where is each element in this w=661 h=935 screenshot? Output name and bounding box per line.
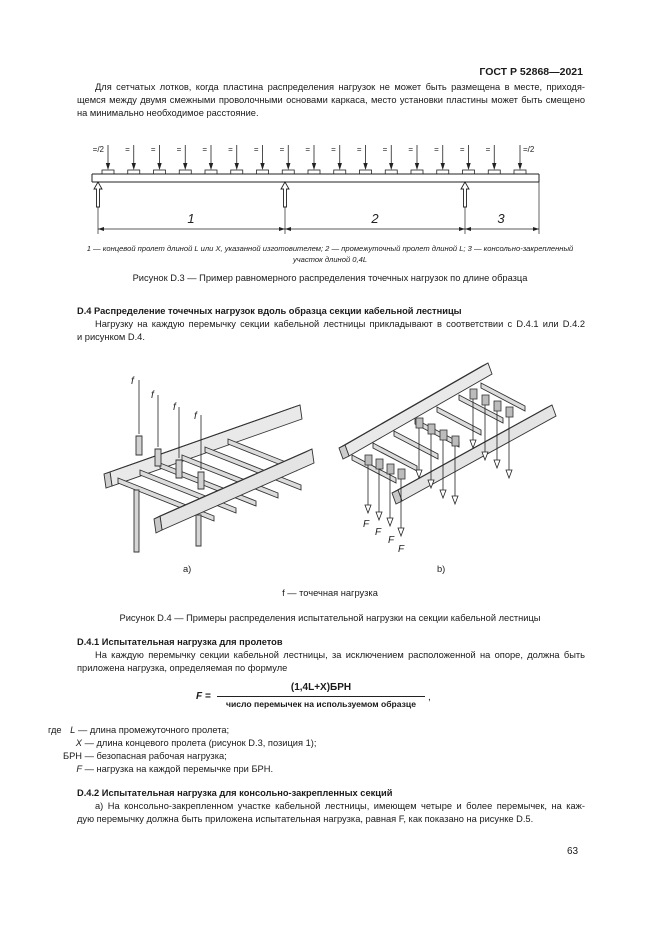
point-load-arrows	[93, 145, 535, 174]
load-equal-label: =	[125, 145, 130, 154]
load-plate	[463, 170, 475, 174]
point-load-label: f	[173, 402, 176, 413]
definition-row	[48, 763, 273, 776]
load-arrow-head	[106, 163, 110, 170]
definition-row	[48, 724, 229, 737]
load-plate	[411, 170, 423, 174]
definition-symbol: X	[75, 738, 82, 748]
load-plate	[231, 170, 243, 174]
section-d42-line-2: дую перемычку должна быть приложена испытательная нагрузка, равная F, как показано на рисунке D.5.	[77, 814, 534, 824]
section-d4-heading: D.4 Распределение точечных нагрузок вдоль образца секции кабельной лестницы	[77, 306, 462, 316]
force-label: F	[375, 527, 382, 538]
load-equal-label: =	[279, 145, 285, 154]
load-plate	[514, 170, 526, 174]
load-plate	[334, 170, 346, 174]
load-equal-label: =/2	[92, 145, 104, 154]
formula	[196, 682, 446, 714]
definition-symbol: L	[70, 725, 76, 735]
definition-text: — нагрузка на каждой перемычке при БРН.	[84, 764, 274, 774]
load-equal-label: =	[459, 145, 465, 154]
load-plate	[257, 170, 269, 174]
load-plate	[308, 170, 320, 174]
point-load-label: f	[194, 411, 197, 422]
span-label-1: 1	[187, 211, 195, 226]
point-load-label: f	[151, 390, 154, 401]
force-label: F	[388, 535, 395, 546]
load-plate	[179, 170, 191, 174]
definition-row	[48, 737, 316, 750]
figure-d3-legend-line-2: участок длиной 0,4L	[292, 255, 368, 264]
load-equal-label: =	[228, 145, 233, 154]
load-plate	[102, 170, 114, 174]
load-plate	[205, 170, 217, 174]
where-label: где	[48, 725, 62, 735]
figure-d3-caption: Рисунок D.3 — Пример равномерного распределения точечных нагрузок по длине образца	[132, 273, 528, 283]
load-arrow-head	[260, 163, 264, 170]
load-plate	[437, 170, 449, 174]
load-equal-label: =	[150, 145, 156, 154]
load-arrow-head	[132, 163, 136, 170]
definition-symbol: БРН	[62, 751, 82, 761]
figure-d3-legend-line-1: 1 — концевой пролет длиной L или X, указанной изготовителем; 2 — промежуточный пролет длиной L; 3 — консольно-закрепленный	[86, 244, 574, 253]
load-equal-label: =	[485, 145, 491, 154]
formula-comma: ,	[428, 692, 431, 703]
load-plate	[488, 170, 500, 174]
section-d4-line-2: и рисунком D.4.	[77, 332, 145, 342]
load-equal-label: =	[202, 145, 207, 154]
definition-text: — длина промежуточного пролета;	[77, 725, 230, 735]
formula-denominator: число перемычек на используемом образце	[225, 699, 416, 709]
force-label: F	[398, 544, 405, 555]
section-d4-line-1: Нагрузку на каждую перемычку секции кабельной лестницы прикладывают в соответствии с D.4.1 или D.4.2	[95, 319, 585, 329]
load-arrow-head	[286, 163, 290, 170]
load-equal-label: =	[331, 145, 336, 154]
formula-fraction-bar	[217, 696, 425, 697]
load-plate	[385, 170, 397, 174]
definition-symbol: F	[76, 764, 82, 774]
load-equal-label: =	[176, 145, 182, 154]
span-label-3: 3	[497, 211, 505, 226]
figure-d4-caption: Рисунок D.4 — Примеры распределения испытательной нагрузки на секции кабельной лестницы	[119, 613, 541, 623]
section-d42-heading: D.4.2 Испытательная нагрузка для консольно-закрепленных секций	[77, 788, 393, 798]
load-equal-label: =	[408, 145, 413, 154]
load-arrow-head	[492, 163, 496, 170]
section-d41-heading: D.4.1 Испытательная нагрузка для пролетов	[77, 637, 283, 647]
load-arrow-head	[157, 163, 161, 170]
load-plate	[154, 170, 166, 174]
figure-d4a-ladder-illustration	[60, 360, 320, 560]
support-arrows	[94, 182, 469, 207]
formula-lhs: F =	[196, 691, 211, 702]
load-arrow-head	[363, 163, 367, 170]
load-plate	[282, 170, 294, 174]
section-d41-line-2: приложена нагрузка, определяемая по формуле	[77, 663, 288, 673]
load-arrow-head	[338, 163, 342, 170]
page-number: 63	[567, 846, 579, 857]
point-load-label: f	[131, 376, 134, 387]
load-plate	[360, 170, 372, 174]
load-equal-label: =	[382, 145, 388, 154]
load-arrow-head	[415, 163, 419, 170]
intro-line-2: щемся между двумя смежными проволочными основами каркаса, место установки пластины может быть смещено	[77, 95, 585, 105]
intro-line-3: на минимально необходимое расстояние.	[77, 108, 259, 118]
load-arrow-head	[389, 163, 393, 170]
section-d41-line-1: На каждую перемычку секции кабельной лестницы, за исключением расположенной на опоре, должна быть	[95, 650, 585, 660]
figure-d4-sub-b: b)	[437, 564, 446, 574]
load-equal-label: =/2	[523, 145, 535, 154]
definition-text: — длина концевого пролета (рисунок D.3, позиция 1);	[84, 738, 317, 748]
document-header: ГОСТ Р 52868—2021	[479, 66, 583, 78]
load-equal-label: =	[356, 145, 362, 154]
span-label-2: 2	[371, 211, 379, 226]
load-arrow-head	[466, 163, 470, 170]
load-equal-label: =	[305, 145, 310, 154]
force-label: F	[363, 519, 370, 530]
specimen-beam	[92, 174, 539, 182]
intro-line-1: Для сетчатых лотков, когда пластина распределения нагрузок не может быть размещена в месте, приходя-	[95, 82, 585, 92]
load-arrow-head	[441, 163, 445, 170]
figure-d4b-ladder-illustration	[320, 355, 580, 560]
figure-d4-sub-a: а)	[183, 564, 192, 574]
load-arrow-head	[183, 163, 187, 170]
load-plate	[128, 170, 140, 174]
load-arrow-head	[518, 163, 522, 170]
load-equal-label: =	[253, 145, 259, 154]
load-arrow-head	[312, 163, 316, 170]
dimension-lines	[98, 182, 539, 234]
load-equal-label: =	[434, 145, 439, 154]
section-d42-line-1: а) На консольно-закрепленном участке кабельной лестницы, имеющем четыре и более перемычек, на каж-	[95, 801, 585, 811]
definition-text: — безопасная рабочая нагрузка;	[84, 751, 227, 761]
definition-row	[48, 750, 227, 763]
formula-numerator: (1,4L+X)БРН	[290, 682, 352, 693]
load-arrow-head	[235, 163, 239, 170]
load-arrow-head	[209, 163, 213, 170]
figure-d4-legend: f — точечная нагрузка	[282, 588, 378, 598]
